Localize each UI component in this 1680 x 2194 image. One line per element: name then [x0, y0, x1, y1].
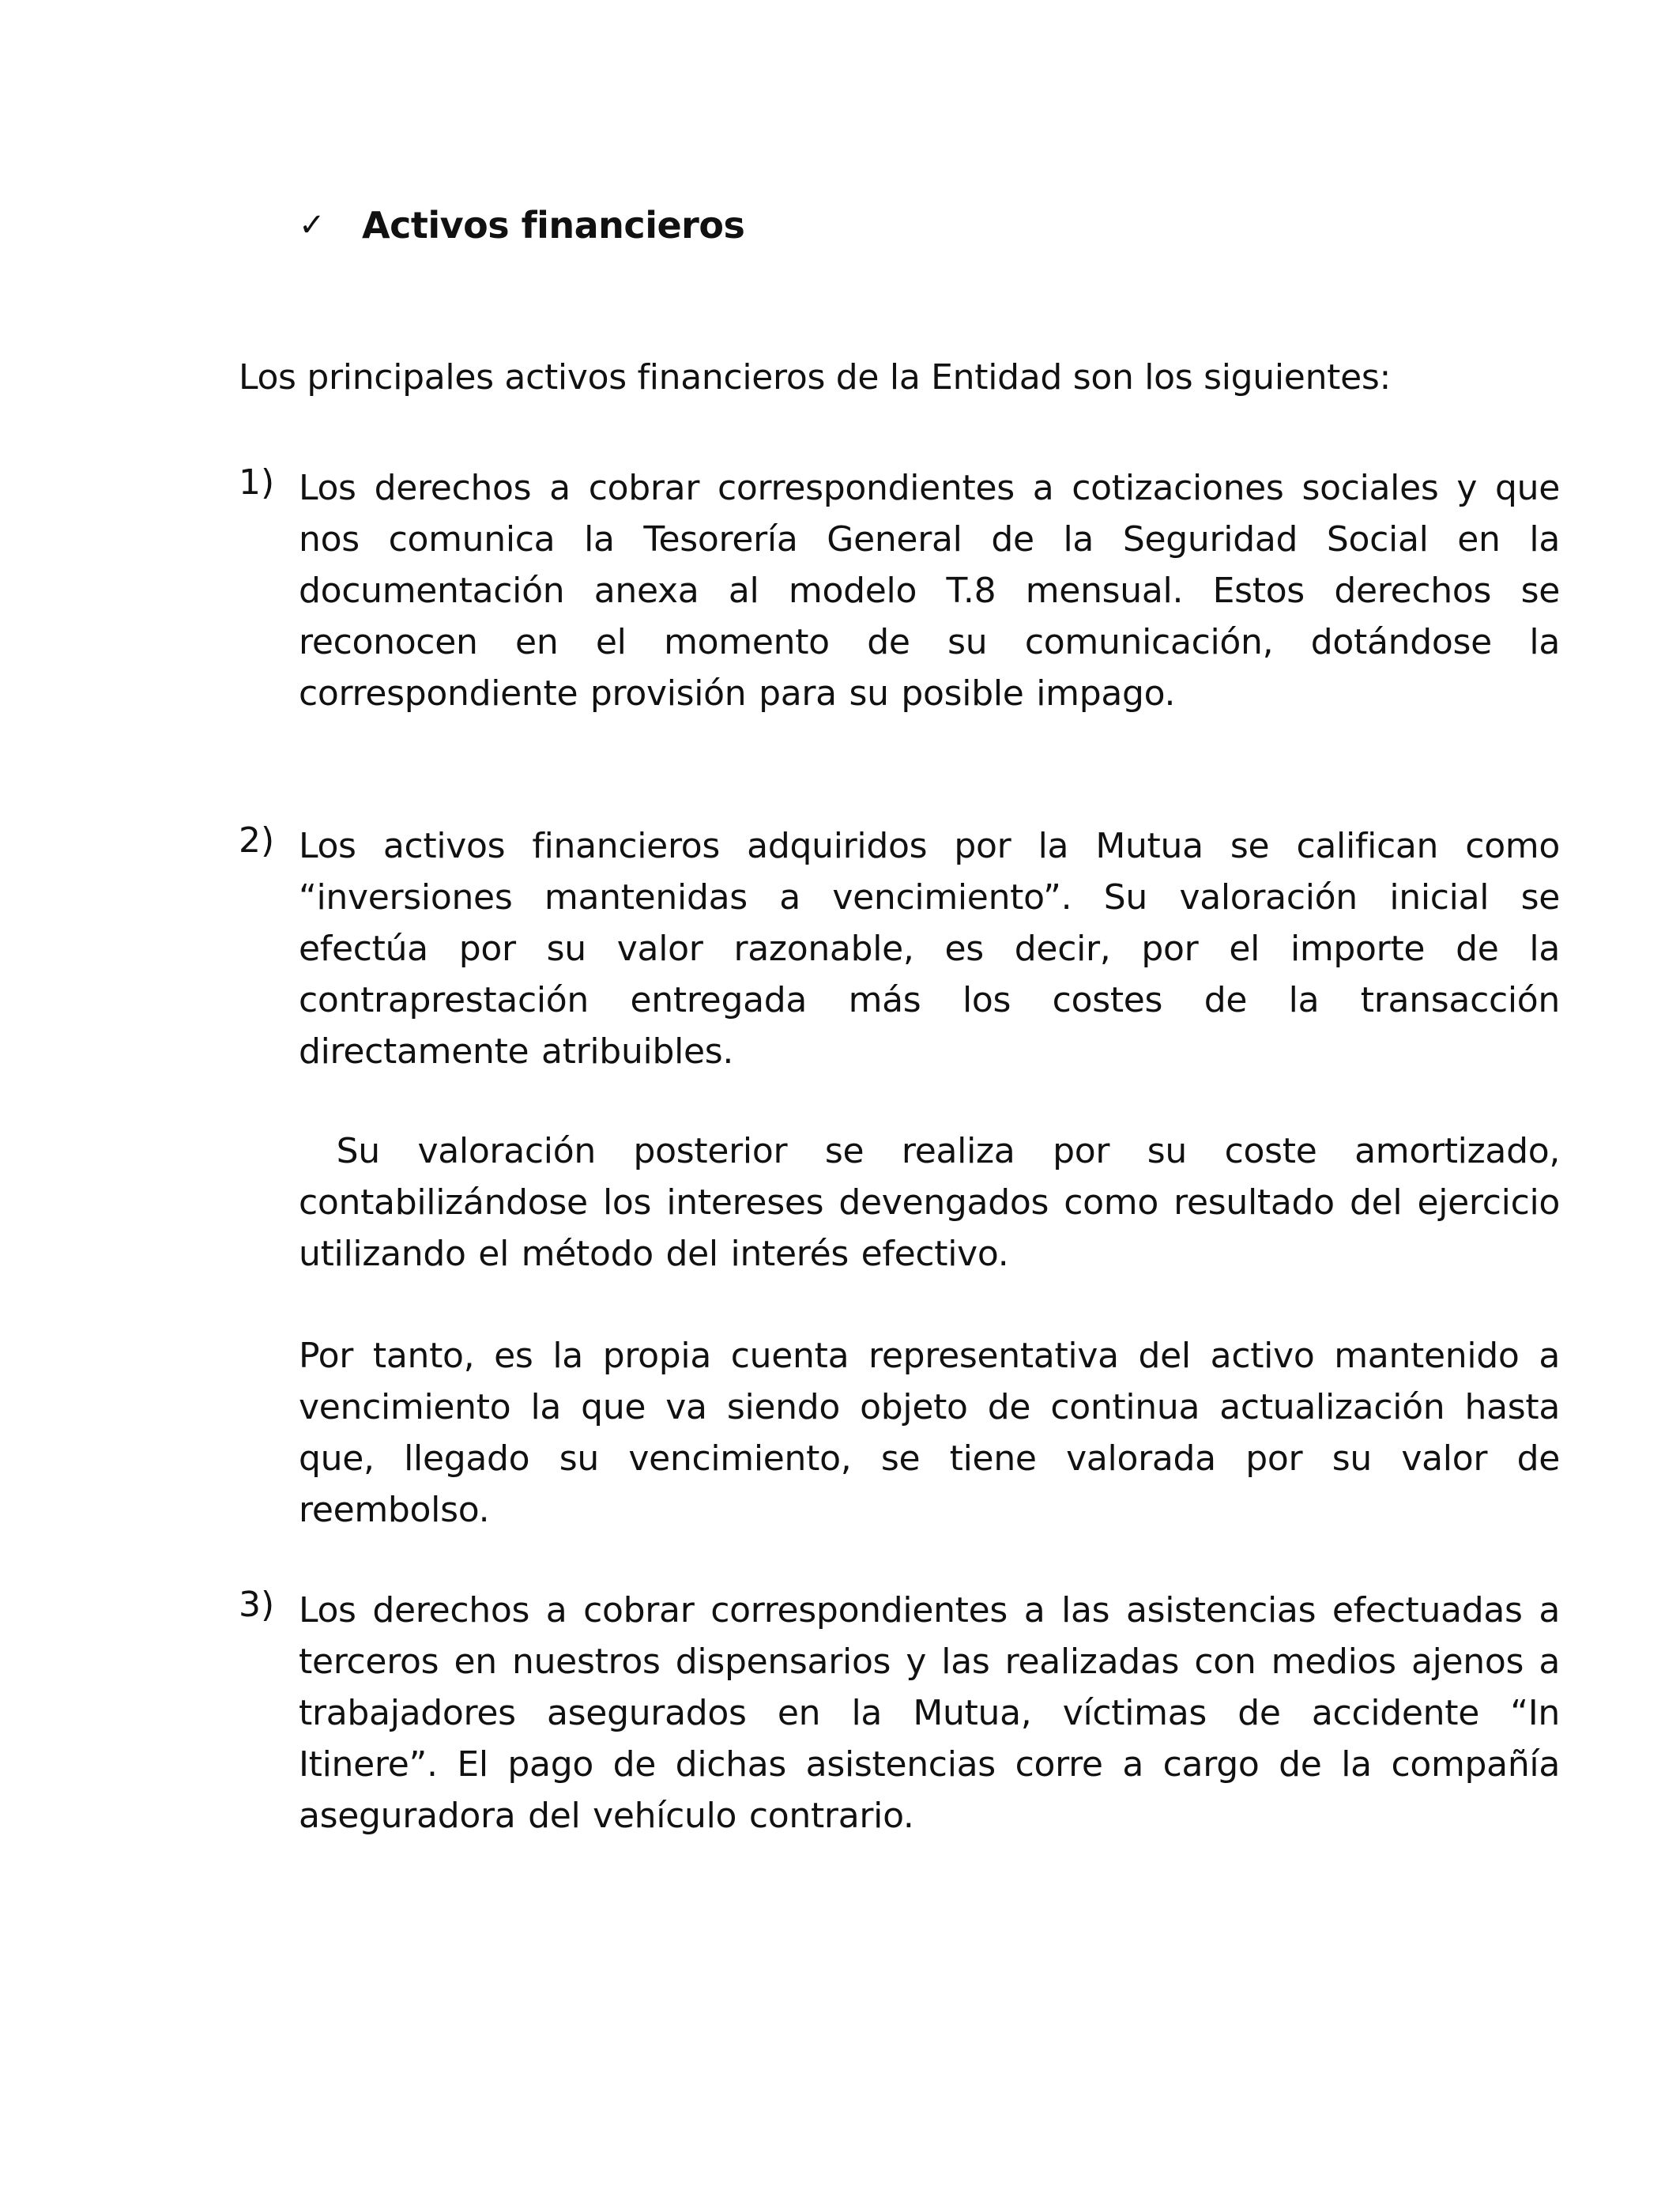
intro-paragraph: Los principales activos financieros de la Entidad son los siguientes: [239, 357, 1392, 398]
list-item-paragraph: Los derechos a cobrar correspondientes a cotizaciones sociales y que nos comunica la Tesorería General de la Seguridad Social en la documentación anexa al modelo T.8 mensual. Estos derechos se reconocen en el momento de su comunicación, dotándose la correspondiente provisión para su posible impago. [299, 468, 1560, 714]
list-item-paragraph: Su valoración posterior se realiza por su coste amortizado, contabilizándose los intereses devengados como resultado del ejercicio utilizando el método del interés efectivo. [299, 1131, 1573, 1274]
list-item-paragraph: Los activos financieros adquiridos por la Mutua se califican como “inversiones mantenidas a vencimiento”. Su valoración inicial se efectúa por su valor razonable, es decir, por el importe de la contraprestación entregada más los costes de la transacción directamente atribuibles. [299, 826, 1560, 1072]
list-item-paragraph: Los derechos a cobrar correspondientes a las asistencias efectuadas a terceros en nuestros dispensarios y las realizadas con medios ajenos a trabajadores asegurados en la Mutua, víctimas de accidente “In Itinere”. El pago de dichas asistencias corre a cargo de la compañía aseguradora del vehículo contrario. [299, 1590, 1560, 1836]
list-item-number: 3) [239, 1585, 275, 1625]
list-item-number: 1) [239, 462, 275, 503]
section-heading [299, 204, 744, 247]
list-item-paragraph: Por tanto, es la propia cuenta representativa del activo mantenido a vencimiento la que va siendo objeto de continua actualización hasta que, llegado su vencimiento, se tiene valorada por su valor de reembolso. [299, 1336, 1560, 1530]
list-item-number: 2) [239, 820, 275, 861]
checkmark-icon: ✓ [299, 207, 326, 243]
section-title: Activos financieros [362, 204, 745, 247]
